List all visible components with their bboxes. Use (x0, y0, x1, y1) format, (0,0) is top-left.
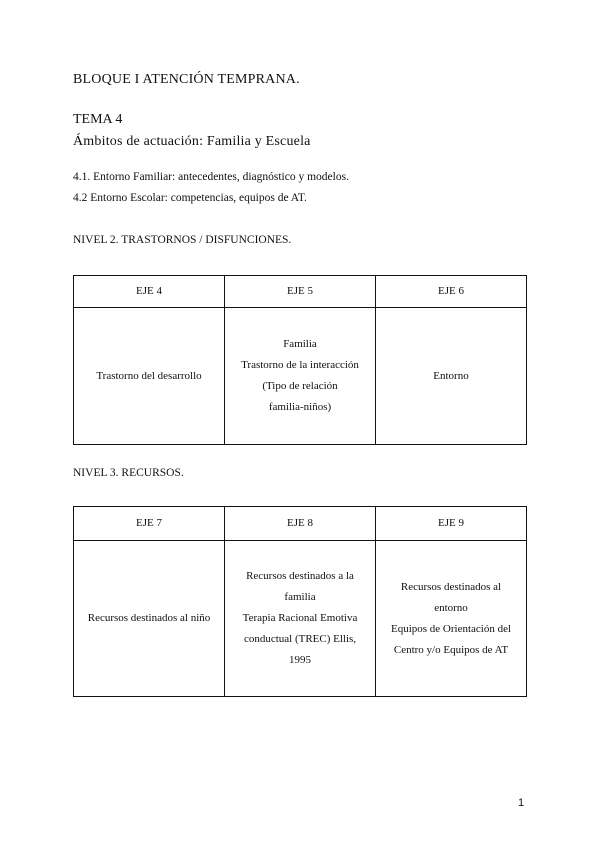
cell-line: (Tipo de relación (262, 380, 338, 392)
level3-title: NIVEL 3. RECURSOS. (73, 467, 184, 479)
table-header-row (74, 507, 527, 541)
cell-line: Trastorno del desarrollo (96, 369, 202, 382)
subtopic-item: 4.1. Entorno Familiar: antecedentes, diagnóstico y modelos. (73, 171, 349, 183)
cell-line: entorno (434, 601, 468, 614)
page-number: 1 (518, 797, 525, 809)
subtopic-item: 4.2 Entorno Escolar: competencias, equipos de AT. (73, 192, 307, 204)
topic-number: TEMA 4 (73, 112, 123, 127)
table-header-row (74, 276, 527, 308)
column-header: EJE 8 (225, 507, 376, 541)
column-header: EJE 5 (225, 276, 376, 308)
table-row (74, 308, 527, 445)
cell-line: familia-niños) (268, 401, 332, 413)
cell-line: Recursos destinados al (400, 580, 502, 593)
table-row (74, 541, 527, 697)
cell-line: Terapia Racional Emotiva (242, 612, 358, 624)
table-cell (376, 541, 527, 697)
column-header: EJE 4 (74, 276, 225, 308)
table-cell (225, 541, 376, 697)
cell-line: Centro y/o Equipos de AT (393, 643, 509, 656)
cell-line: 1995 (289, 654, 311, 666)
cell-line: Trastorno de la interacción (241, 359, 359, 371)
column-header: EJE 6 (376, 276, 527, 308)
table-cell (376, 308, 527, 445)
cell-line: Recursos destinados a la (246, 570, 354, 582)
cell-line: Equipos de Orientación del (390, 622, 512, 635)
topic-title: Ámbitos de actuación: Familia y Escuela (73, 134, 311, 149)
cell-line: conductual (TREC) Ellis, (243, 633, 357, 645)
cell-line: Familia (283, 338, 317, 350)
block-title: BLOQUE I ATENCIÓN TEMPRANA. (73, 72, 300, 87)
cell-line: familia (284, 591, 316, 603)
cell-line: Entorno (433, 369, 469, 382)
cell-line: Recursos destinados al niño (87, 612, 211, 624)
level3-table (73, 506, 527, 697)
table-cell (74, 541, 225, 697)
level2-table (73, 275, 527, 445)
column-header: EJE 7 (74, 507, 225, 541)
level2-title: NIVEL 2. TRASTORNOS / DISFUNCIONES. (73, 234, 292, 246)
column-header: EJE 9 (376, 507, 527, 541)
table-cell (74, 308, 225, 445)
table-cell (225, 308, 376, 445)
